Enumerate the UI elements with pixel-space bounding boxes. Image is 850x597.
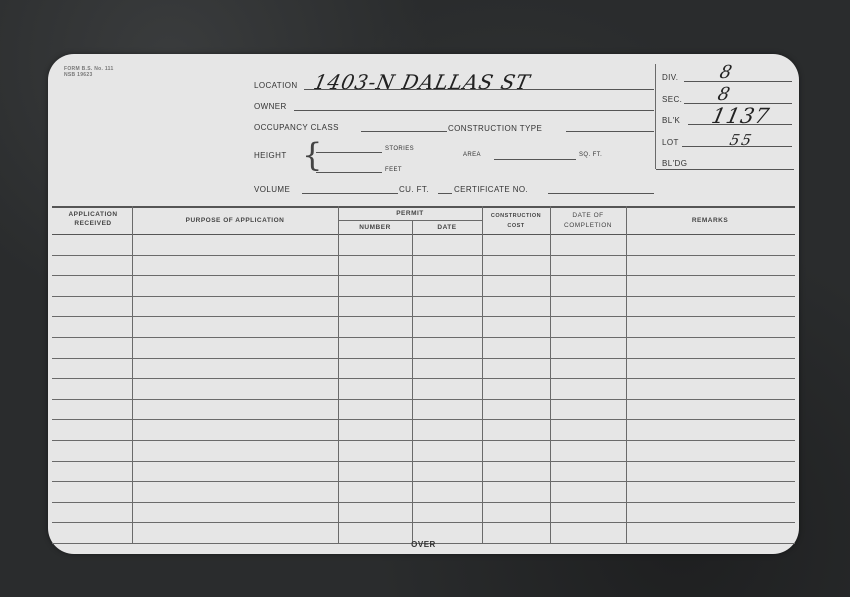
occupancy-line — [361, 131, 447, 132]
col-permit-number: NUMBER — [359, 224, 391, 231]
over-label: OVER — [411, 540, 436, 549]
div-value: 8 — [717, 62, 734, 83]
col-application-received: APPLICATION RECEIVED — [68, 211, 118, 227]
form-number — [64, 66, 114, 78]
table-column-divider — [482, 206, 483, 543]
volume-label: VOLUME — [254, 185, 291, 194]
div-line — [684, 81, 792, 82]
col-date-of-completion: DATE OF COMPLETION — [564, 212, 612, 229]
col-remarks: REMARKS — [691, 217, 729, 224]
table-row — [52, 461, 795, 462]
volume-line — [302, 193, 398, 194]
owner-line — [294, 110, 654, 111]
table-row — [52, 522, 795, 523]
height-label: HEIGHT — [254, 151, 287, 160]
form-number-line-2: NSB 19623 — [64, 72, 93, 78]
sec-value: 8 — [715, 84, 732, 105]
table-row — [52, 255, 795, 256]
bldg-line — [656, 169, 794, 170]
table-column-divider — [132, 206, 133, 543]
certificate-label: CERTIFICATE NO. — [454, 185, 529, 194]
div-label: DIV. — [662, 73, 679, 82]
construction-type-label: CONSTRUCTION TYPE — [448, 124, 543, 133]
table-row — [52, 399, 795, 400]
stories-line — [316, 152, 382, 153]
table-row — [52, 502, 795, 503]
col-permit-date: DATE — [437, 224, 457, 231]
bldg-label: BL'DG — [662, 159, 688, 168]
col-purpose: PURPOSE OF APPLICATION — [185, 217, 285, 224]
feet-line — [316, 172, 382, 173]
blk-value: 1137 — [709, 104, 773, 128]
lot-value: 55 — [728, 131, 756, 149]
height-brace: { — [302, 136, 323, 174]
table-row — [52, 296, 795, 297]
permit-card — [48, 54, 799, 554]
cuft-certificate-line — [438, 193, 452, 194]
table-row — [52, 378, 795, 379]
table-column-divider — [338, 206, 339, 543]
table-row — [52, 419, 795, 420]
certificate-line — [548, 193, 654, 194]
table-row — [52, 337, 795, 338]
occupancy-class-label: OCCUPANCY CLASS — [254, 123, 339, 132]
side-box-divider — [655, 64, 656, 169]
area-label: AREA — [463, 152, 481, 158]
table-column-divider — [412, 220, 413, 543]
construction-type-line — [566, 131, 654, 132]
table-top-rule — [52, 206, 795, 208]
table-row — [52, 440, 795, 441]
table-row — [52, 275, 795, 276]
table-header-rule — [52, 234, 795, 235]
area-line — [494, 159, 576, 160]
location-value: 1403-N DALLAS ST — [311, 70, 533, 94]
sec-label: SEC. — [662, 95, 683, 104]
owner-label: OWNER — [254, 102, 287, 111]
col-permit: PERMIT — [396, 210, 424, 217]
table-row — [52, 358, 795, 359]
feet-label: FEET — [385, 167, 402, 173]
form-number-line-1: FORM B.S. No. 111 — [64, 66, 114, 72]
permit-subrule — [338, 220, 482, 221]
sqft-label: SQ. FT. — [579, 152, 603, 158]
stories-label: STORIES — [385, 146, 415, 152]
table-column-divider — [550, 206, 551, 543]
blk-label: BL'K — [662, 116, 681, 125]
table-row — [52, 316, 795, 317]
cuft-label: CU. FT. — [399, 185, 429, 194]
col-construction-cost: CONSTRUCTION COST — [490, 213, 542, 229]
table-row — [52, 481, 795, 482]
table-column-divider — [626, 206, 627, 543]
lot-label: LOT — [662, 138, 679, 147]
location-label: LOCATION — [254, 81, 298, 90]
